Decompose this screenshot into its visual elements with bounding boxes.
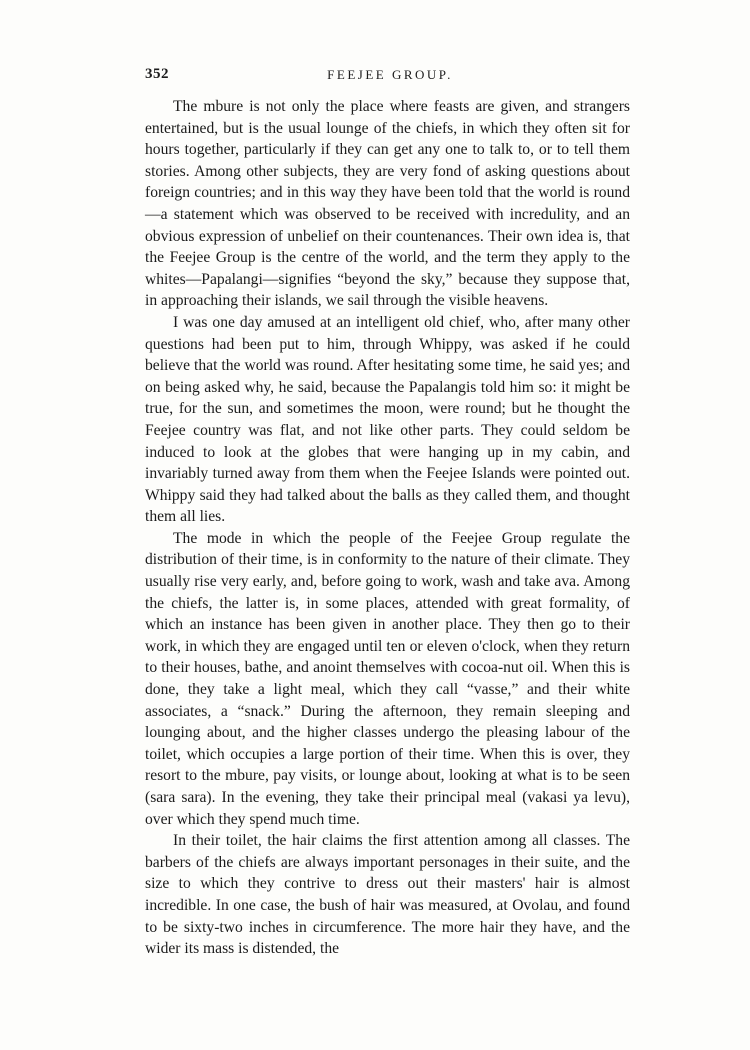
page-header (145, 66, 635, 86)
paragraph-daily-routine: The mode in which the people of the Feejee Group regulate the distribution of their time, is in conformity to the nature of their climate. They usually rise very early, and, before going to work, wash and take ava. Among the chiefs, the latter is, in some places, attended with great formality, of which an instance has been given in another place. They then go to their work, in which they are engaged until ten or eleven o'clock, when they return to their houses, bathe, and anoint themselves with cocoa-nut oil. When this is done, they take a light meal, which they call “vasse,” and their white associates, a “snack.” During the afternoon, they remain sleeping and lounging about, and the higher classes undergo the pleasing labour of the toilet, which occupies a large portion of their time. When this is over, they resort to the mbure, pay visits, or lounge about, looking at what is to be seen (sara sara). In the evening, they take their principal meal (vakasi ya levu), over which they spend much time. (145, 529, 630, 828)
running-head: FEEJEE GROUP. (327, 67, 453, 82)
body-text (145, 96, 630, 960)
paragraph-mbure: The mbure is not only the place where feasts are given, and strangers entertained, but is the usual lounge of the chiefs, in which they often sit for hours together, particularly if they can get any one to talk to, or to tell them stories. Among other subjects, they are very fond of asking questions about foreign countries; and in this way they have been told that the world is round—a statement which was observed to be received with incredulity, and an obvious expression of unbelief on their countenances. Their own idea is, that the Feejee Group is the centre of the world, and the term they apply to the whites—Papalangi—signifies “beyond the sky,” because they suppose that, in approaching their islands, we sail through the visible heavens. (145, 98, 630, 310)
paragraph-toilet-hair: In their toilet, the hair claims the first attention among all classes. The barbers of the chiefs are always important personages in their suite, and the size to which they contrive to dress out their masters' hair is almost incredible. In one case, the bush of hair was measured, at Ovolau, and found to be sixty-two inches in circumference. The more hair they have, and the wider its mass is distended, the (145, 832, 630, 958)
paragraph-old-chief: I was one day amused at an intelligent old chief, who, after many other questions had been put to him, through Whippy, was asked if he could believe that the world was round. After hesitating some time, he said yes; and on being asked why, he said, because the Papalangis told him so: it might be true, for the sun, and sometimes the moon, were round; but he thought the Feejee country was flat, and not like other parts. They could seldom be induced to look at the globes that were hanging up in my cabin, and invariably turned away from them when the Feejee Islands were pointed out. Whippy said they had talked about the balls as they called them, and thought them all lies. (145, 313, 630, 526)
page-number: 352 (145, 66, 169, 82)
